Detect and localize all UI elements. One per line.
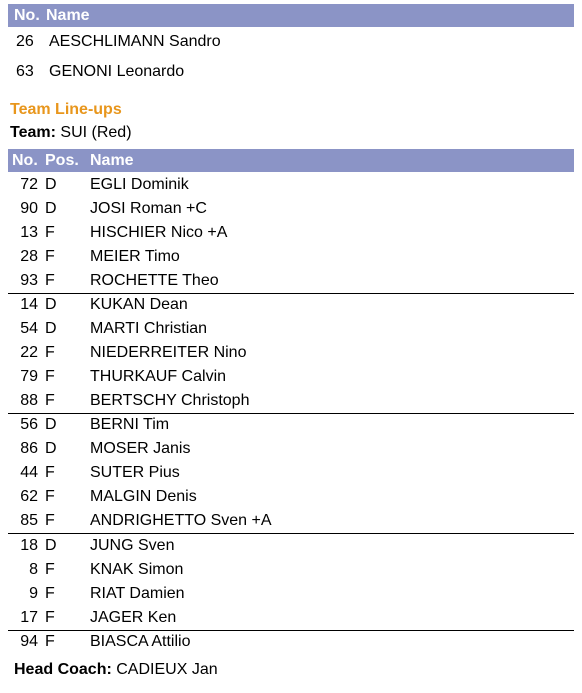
player-name: JUNG Sven <box>90 537 175 554</box>
player-row <box>0 437 582 461</box>
player-name: RIAT Damien <box>90 585 185 602</box>
header-name: Name <box>90 152 134 169</box>
player-position: F <box>45 633 55 650</box>
player-number: 62 <box>20 488 38 505</box>
goalies-header <box>8 4 574 27</box>
player-row <box>0 461 582 485</box>
player-position: F <box>45 368 55 385</box>
line-separator <box>8 630 574 631</box>
player-row <box>0 534 582 558</box>
player-number: 85 <box>20 512 38 529</box>
player-name: NIEDERREITER Nino <box>90 344 247 361</box>
player-row <box>0 606 582 630</box>
player-position: D <box>45 537 57 554</box>
player-name: JOSI Roman +C <box>90 200 207 217</box>
player-number: 22 <box>20 344 38 361</box>
header-no: No. <box>12 152 38 169</box>
player-position: F <box>45 609 55 626</box>
header-pos: Pos. <box>45 152 79 169</box>
player-number: 93 <box>20 272 38 289</box>
player-position: F <box>45 392 55 409</box>
player-row <box>0 485 582 509</box>
player-row <box>0 558 582 582</box>
team-label: Team: <box>10 124 56 141</box>
header-no: No. <box>14 7 40 24</box>
line-separator <box>8 293 574 294</box>
player-row <box>0 365 582 389</box>
player-number: 44 <box>20 464 38 481</box>
player-name: BERTSCHY Christoph <box>90 392 250 409</box>
lineup-header <box>8 149 574 172</box>
player-name: BERNI Tim <box>90 416 170 433</box>
player-position: D <box>45 440 57 457</box>
player-name: MOSER Janis <box>90 440 191 457</box>
player-position: F <box>45 272 55 289</box>
player-position: F <box>45 488 55 505</box>
player-number: 88 <box>20 392 38 409</box>
player-position: F <box>45 512 55 529</box>
player-row <box>0 245 582 269</box>
player-position: F <box>45 248 55 265</box>
player-row <box>0 197 582 221</box>
player-number: 13 <box>20 224 38 241</box>
player-number: 9 <box>29 585 38 602</box>
player-row <box>0 630 582 654</box>
player-position: D <box>45 176 57 193</box>
team-line <box>10 124 132 142</box>
player-name: MEIER Timo <box>90 248 180 265</box>
player-name: KNAK Simon <box>90 561 184 578</box>
player-number: 14 <box>20 296 38 313</box>
player-number: 17 <box>20 609 38 626</box>
player-number: 56 <box>20 416 38 433</box>
head-coach <box>14 661 218 679</box>
goalie-number: 63 <box>16 63 34 80</box>
player-position: D <box>45 200 57 217</box>
player-name: JAGER Ken <box>90 609 177 626</box>
player-number: 90 <box>20 200 38 217</box>
player-row <box>0 509 582 533</box>
player-number: 86 <box>20 440 38 457</box>
player-position: F <box>45 585 55 602</box>
line-separator <box>8 413 574 414</box>
player-number: 18 <box>20 537 38 554</box>
team-value: SUI (Red) <box>60 124 132 141</box>
player-row <box>0 221 582 245</box>
player-name: THURKAUF Calvin <box>90 368 227 385</box>
player-position: D <box>45 320 57 337</box>
player-row <box>0 389 582 413</box>
section-title: Team Line-ups <box>10 101 122 118</box>
player-row <box>0 173 582 197</box>
goalie-number: 26 <box>16 33 34 50</box>
player-number: 28 <box>20 248 38 265</box>
player-row <box>0 582 582 606</box>
player-name: BIASCA Attilio <box>90 633 191 650</box>
player-name: KUKAN Dean <box>90 296 188 313</box>
goalie-name: GENONI Leonardo <box>49 63 185 80</box>
head-coach-name: CADIEUX Jan <box>116 661 218 678</box>
player-row <box>0 269 582 293</box>
player-name: SUTER Pius <box>90 464 180 481</box>
player-position: F <box>45 344 55 361</box>
goalie-row <box>0 60 582 84</box>
player-name: MARTI Christian <box>90 320 208 337</box>
player-position: F <box>45 561 55 578</box>
player-number: 54 <box>20 320 38 337</box>
player-row <box>0 293 582 317</box>
player-name: ROCHETTE Theo <box>90 272 219 289</box>
player-number: 8 <box>29 561 38 578</box>
player-position: D <box>45 296 57 313</box>
player-number: 94 <box>20 633 38 650</box>
player-position: F <box>45 224 55 241</box>
player-position: D <box>45 416 57 433</box>
player-number: 72 <box>20 176 38 193</box>
player-name: EGLI Dominik <box>90 176 189 193</box>
player-name: MALGIN Denis <box>90 488 197 505</box>
player-row <box>0 341 582 365</box>
player-row <box>0 413 582 437</box>
header-name: Name <box>46 7 90 24</box>
goalie-row <box>0 30 582 54</box>
goalie-name: AESCHLIMANN Sandro <box>49 33 221 50</box>
line-separator <box>8 533 574 534</box>
player-row <box>0 317 582 341</box>
player-name: HISCHIER Nico +A <box>90 224 228 241</box>
player-name: ANDRIGHETTO Sven +A <box>90 512 272 529</box>
head-coach-label: Head Coach: <box>14 661 112 678</box>
player-number: 79 <box>20 368 38 385</box>
player-position: F <box>45 464 55 481</box>
